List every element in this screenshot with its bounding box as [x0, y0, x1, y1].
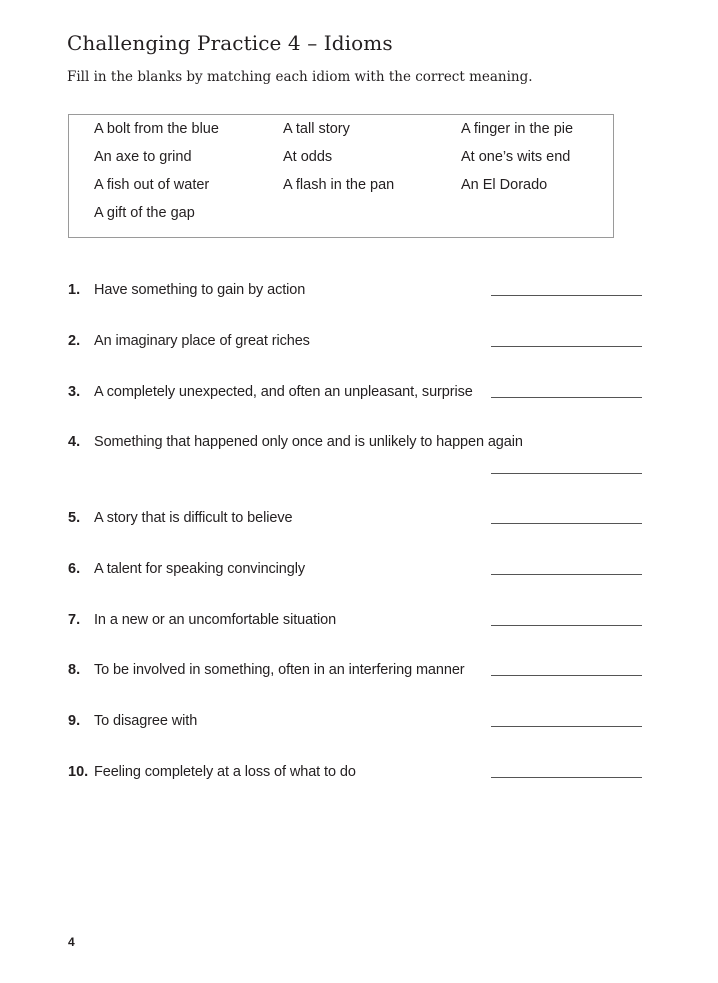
question-number: 2. — [68, 333, 81, 349]
idiom-option: At one’s wits end — [461, 149, 571, 165]
question-text: In a new or an uncomfortable situation — [94, 612, 337, 628]
idiom-option: A fish out of water — [94, 177, 210, 193]
question-text: To be involved in something, often in an interfering manner — [94, 662, 465, 678]
question-item — [68, 612, 648, 634]
answer-blank[interactable] — [491, 777, 642, 778]
idiom-option: A flash in the pan — [283, 177, 395, 193]
question-number: 7. — [68, 612, 81, 628]
question-item — [68, 434, 648, 456]
question-text: To disagree with — [94, 713, 198, 729]
idiom-option: A bolt from the blue — [94, 121, 219, 137]
question-text: A story that is difficult to believe — [94, 510, 293, 526]
worksheet-title: Challenging Practice 4 – Idioms — [67, 31, 393, 55]
question-item — [68, 384, 648, 406]
question-text: Have something to gain by action — [94, 282, 306, 298]
question-number: 6. — [68, 561, 81, 577]
answer-blank[interactable] — [491, 675, 642, 676]
question-item — [68, 764, 648, 786]
answer-blank[interactable] — [491, 397, 642, 398]
question-number: 1. — [68, 282, 81, 298]
question-item — [68, 561, 648, 583]
worksheet-instructions: Fill in the blanks by matching each idiom with the correct meaning. — [67, 69, 533, 85]
question-text: Something that happened only once and is unlikely to happen again — [94, 434, 523, 450]
question-text: Feeling completely at a loss of what to do — [94, 764, 356, 780]
page-number: 4 — [68, 935, 75, 949]
question-item — [68, 510, 648, 532]
answer-blank[interactable] — [491, 574, 642, 575]
question-item — [68, 713, 648, 735]
answer-blank[interactable] — [491, 473, 642, 474]
question-number: 8. — [68, 662, 81, 678]
idiom-word-bank — [68, 114, 614, 238]
question-text: An imaginary place of great riches — [94, 333, 310, 349]
answer-blank[interactable] — [491, 523, 642, 524]
answer-blank[interactable] — [491, 726, 642, 727]
question-number: 3. — [68, 384, 81, 400]
question-item — [68, 662, 648, 684]
answer-blank[interactable] — [491, 295, 642, 296]
question-number: 9. — [68, 713, 81, 729]
idiom-option: At odds — [283, 149, 333, 165]
idiom-option: A tall story — [283, 121, 350, 137]
question-number: 10. — [68, 764, 89, 780]
question-text: A completely unexpected, and often an unpleasant, surprise — [94, 384, 473, 400]
question-item — [68, 333, 648, 355]
idiom-option: An axe to grind — [94, 149, 192, 165]
answer-blank[interactable] — [491, 346, 642, 347]
question-number: 5. — [68, 510, 81, 526]
question-text: A talent for speaking convincingly — [94, 561, 306, 577]
question-number: 4. — [68, 434, 81, 450]
question-item — [68, 282, 648, 304]
answer-blank[interactable] — [491, 625, 642, 626]
idiom-option: A finger in the pie — [461, 121, 574, 137]
idiom-option: A gift of the gap — [94, 205, 195, 221]
idiom-option: An El Dorado — [461, 177, 548, 193]
